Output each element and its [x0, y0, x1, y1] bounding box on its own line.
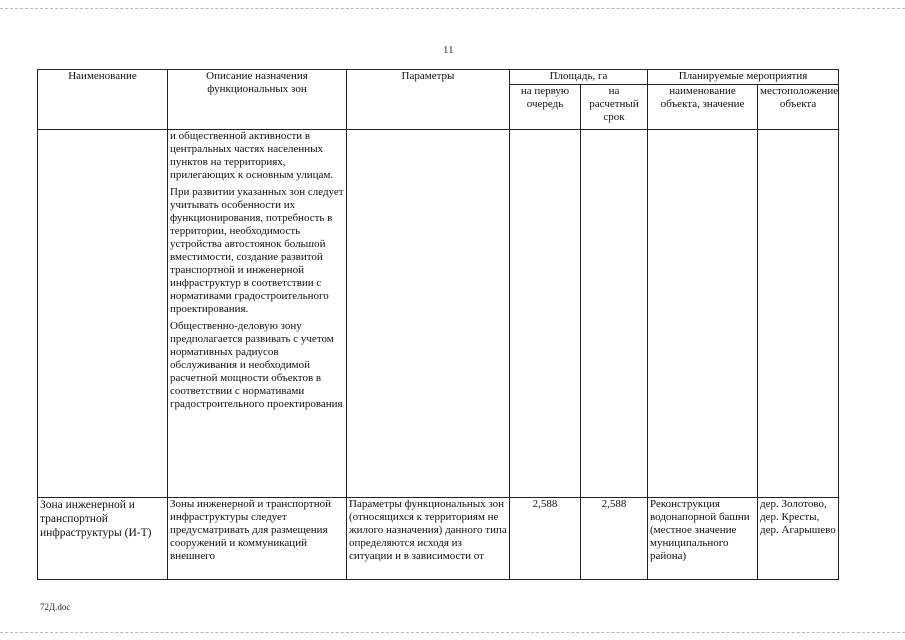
- header-area-first: на первую очередь: [510, 85, 581, 130]
- cell-zone-name: Зона инженерной и транспортной инфраструктуры (И-Т): [38, 498, 168, 580]
- cell-zone-object: Реконструкция водонапорной башни (местное значение муниципального района): [648, 498, 758, 580]
- zones-table: [37, 69, 839, 580]
- cell-object-empty: [648, 130, 758, 498]
- table-row: [38, 130, 839, 498]
- cell-zone-area-total: 2,588: [581, 498, 648, 580]
- header-parameters: Параметры: [347, 70, 510, 130]
- description-paragraph: и общественной активности в центральных частях населенных пунктов на территориях, прилегающих к основным улицам.: [170, 130, 334, 181]
- cell-zone-area-first: 2,588: [510, 498, 581, 580]
- header-area-total: на расчетный срок: [581, 85, 648, 130]
- cell-parameters-empty: [347, 130, 510, 498]
- header-row: [38, 70, 839, 85]
- header-planned-location: местоположение объекта: [758, 85, 839, 130]
- cell-description: [168, 130, 347, 498]
- cell-zone-location: дер. Золотово, дер. Кресты, дер. Агарышево: [758, 498, 839, 580]
- header-description: Описание назначения функциональных зон: [168, 70, 347, 130]
- scan-edge-bottom: [0, 632, 905, 633]
- cell-zone-description: Зоны инженерной и транспортной инфраструктуры следует предусматривать для размещения сооружений и коммуникаций внешнего: [168, 498, 347, 580]
- page-number: 11: [443, 44, 454, 56]
- description-paragraph: Общественно-деловую зону предполагается развивать с учетом нормативных радиусов обслуживания и необходимой расчетной мощности объектов в соответствии с нормативами градостроительного проектирования: [170, 320, 343, 410]
- description-paragraph: При развитии указанных зон следует учитывать особенности их функционирования, потребность в территории, необходимость устройства автостоянок большой вместимости, создание развитой транспортной и инженерной инфраструктур в соответствии с нормативами градостроительного проектирования.: [170, 186, 344, 315]
- cell-name-empty: [38, 130, 168, 498]
- header-planned-object: наименование объекта, значение: [648, 85, 758, 130]
- table-row: [38, 498, 839, 580]
- cell-area-first-empty: [510, 130, 581, 498]
- header-planned: Планируемые мероприятия: [648, 70, 839, 85]
- cell-zone-parameters: Параметры функциональных зон (относящихся к территориям не жилого назначения) данного типа определяются исходя из ситуации и в зависимости от: [347, 498, 510, 580]
- cell-location-empty: [758, 130, 839, 498]
- header-name: Наименование: [38, 70, 168, 130]
- header-area: Площадь, га: [510, 70, 648, 85]
- scan-edge-top: [0, 8, 905, 9]
- file-name: 72Д.doc: [40, 602, 71, 612]
- cell-area-total-empty: [581, 130, 648, 498]
